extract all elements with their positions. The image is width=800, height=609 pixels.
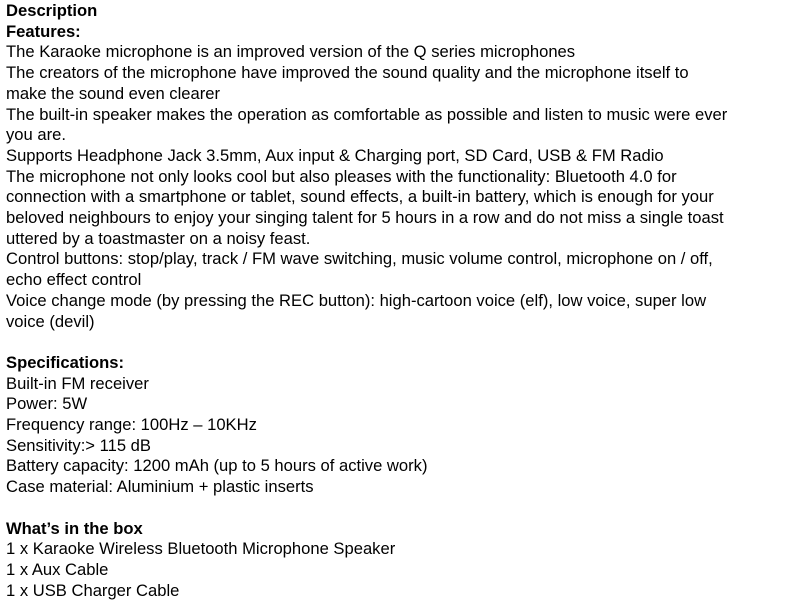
spec-line: Battery capacity: 1200 mAh (up to 5 hours of active work) — [6, 456, 428, 476]
features-line: you are. — [6, 125, 66, 145]
box-item: 1 x Karaoke Wireless Bluetooth Microphone Speaker — [6, 539, 396, 559]
features-line: Supports Headphone Jack 3.5mm, Aux input & Charging port, SD Card, USB & FM Radio — [6, 145, 664, 165]
features-line: The Karaoke microphone is an improved version of the Q series microphones — [6, 42, 576, 62]
spec-line: Case material: Aluminium + plastic inserts — [6, 477, 314, 497]
section-spacer — [6, 498, 800, 519]
features-line: The built-in speaker makes the operation as comfortable as possible and listen to music were ever — [6, 104, 728, 124]
features-line: The creators of the microphone have improved the sound quality and the microphone itself to — [6, 63, 689, 83]
section-spacer — [6, 332, 800, 353]
features-line: beloved neighbours to enjoy your singing talent for 5 hours in a row and do not miss a single toast — [6, 208, 724, 228]
spec-line: Built-in FM receiver — [6, 373, 149, 393]
features-line: voice (devil) — [6, 311, 95, 331]
features-line: make the sound even clearer — [6, 83, 221, 103]
box-item: 1 x Aux Cable — [6, 559, 109, 579]
features-line: connection with a smartphone or tablet, sound effects, a built-in battery, which is enough for your — [6, 187, 714, 207]
spec-line: Frequency range: 100Hz – 10KHz — [6, 415, 257, 435]
features-line: Control buttons: stop/play, track / FM wave switching, music volume control, microphone on / off, — [6, 249, 713, 269]
box-contents-heading: What’s in the box — [6, 518, 143, 538]
features-line: echo effect control — [6, 270, 142, 290]
box-contents-list — [6, 539, 800, 601]
description-heading: Description — [6, 1, 98, 20]
specifications-list — [6, 374, 800, 498]
features-line: uttered by a toastmaster on a noisy feast. — [6, 228, 311, 248]
features-line: The microphone not only looks cool but also pleases with the functionality: Bluetooth 4.0 for — [6, 166, 677, 186]
features-heading: Features: — [6, 21, 81, 41]
spec-line: Sensitivity:> 115 dB — [6, 435, 151, 455]
features-list — [6, 42, 800, 332]
specifications-heading: Specifications: — [6, 352, 125, 372]
features-line: Voice change mode (by pressing the REC button): high-cartoon voice (elf), low voice, super low — [6, 290, 707, 310]
box-item: 1 x USB Charger Cable — [6, 580, 180, 600]
spec-line: Power: 5W — [6, 394, 88, 414]
